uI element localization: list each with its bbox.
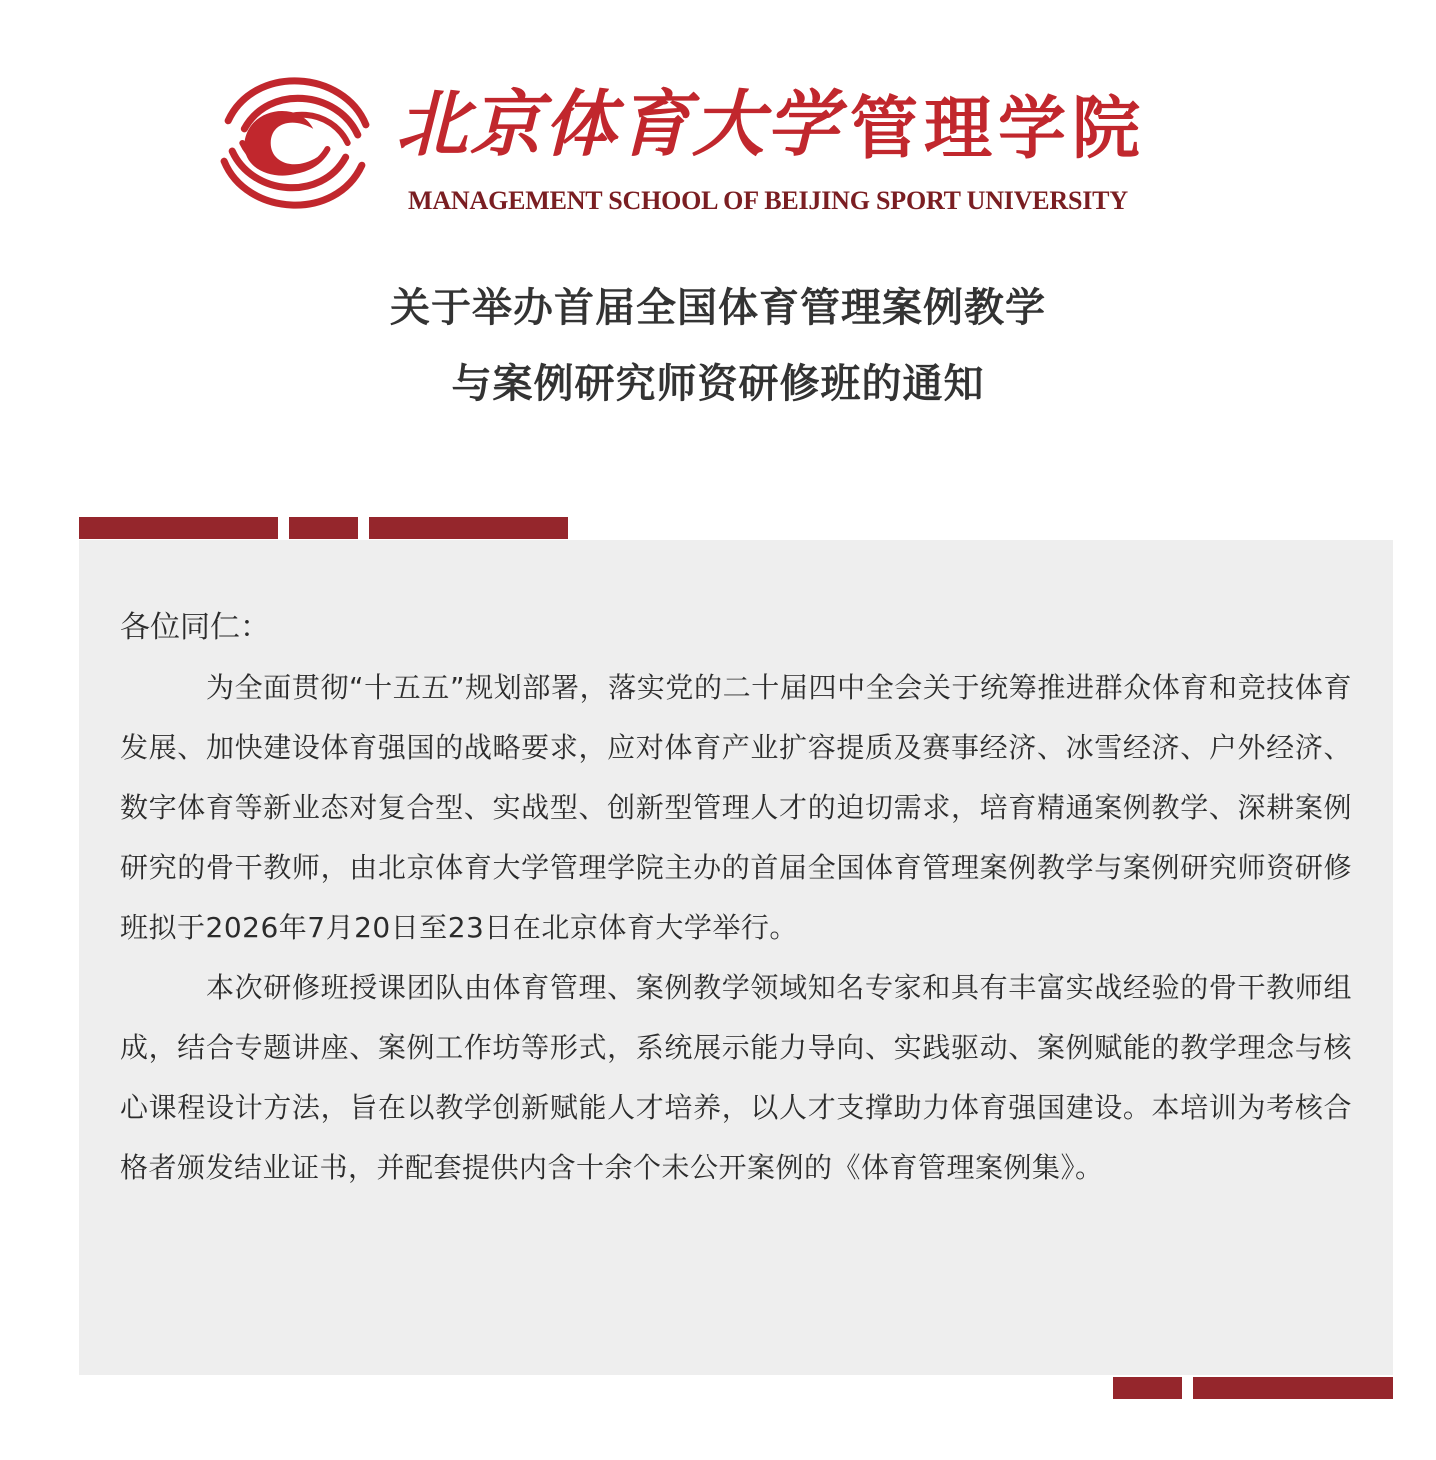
notice-paragraph-1: 为全面贯彻“十五五”规划部署，落实党的二十届四中全会关于统筹推进群众体育和竞技体育发展、加快建设体育强国的战略要求，应对体育产业扩容提质及赛事经济、冰雪经济、户外经济、数字体育等新业态对复合型、实战型、创新型管理人才的迫切需求，培育精通案例教学、深耕案例研究的骨干教师，由北京体育大学管理学院主办的首届全国体育管理案例教学与案例研究师资研修班拟于2026年7月20日至23日在北京体育大学举行。 [120, 671, 1352, 944]
notice-title-line-2: 与案例研究师资研修班的通知 [451, 360, 985, 407]
university-chinese-name: 北京体育大学 [396, 81, 841, 166]
notice-body-panel [79, 540, 1393, 1375]
decorative-bar-top-1 [79, 517, 278, 539]
header [0, 0, 1436, 470]
decorative-bar-top-3 [369, 517, 568, 539]
decorative-bar-top-2 [289, 517, 358, 539]
greeting: 各位同仁： [120, 610, 270, 645]
notice-title-line-1: 关于举办首届全国体育管理案例教学 [390, 284, 1046, 331]
school-english-name: MANAGEMENT SCHOOL OF BEIJING SPORT UNIVERSITY [408, 186, 1128, 215]
school-chinese-name: 管理学院 [850, 89, 1147, 169]
notice-paragraph-2: 本次研修班授课团队由体育管理、案例教学领域知名专家和具有丰富实战经验的骨干教师组成，结合专题讲座、案例工作坊等形式，系统展示能力导向、实践驱动、案例赋能的教学理念与核心课程设计方法，旨在以教学创新赋能人才培养，以人才支撑助力体育强国建设。本培训为考核合格者颁发结业证书，并配套提供内含十余个未公开案例的《体育管理案例集》。 [120, 971, 1352, 1184]
university-logo-icon [214, 62, 376, 224]
decorative-bar-bottom-2 [1193, 1377, 1393, 1399]
decorative-bar-bottom-1 [1113, 1377, 1182, 1399]
notice-body [120, 598, 1352, 1198]
